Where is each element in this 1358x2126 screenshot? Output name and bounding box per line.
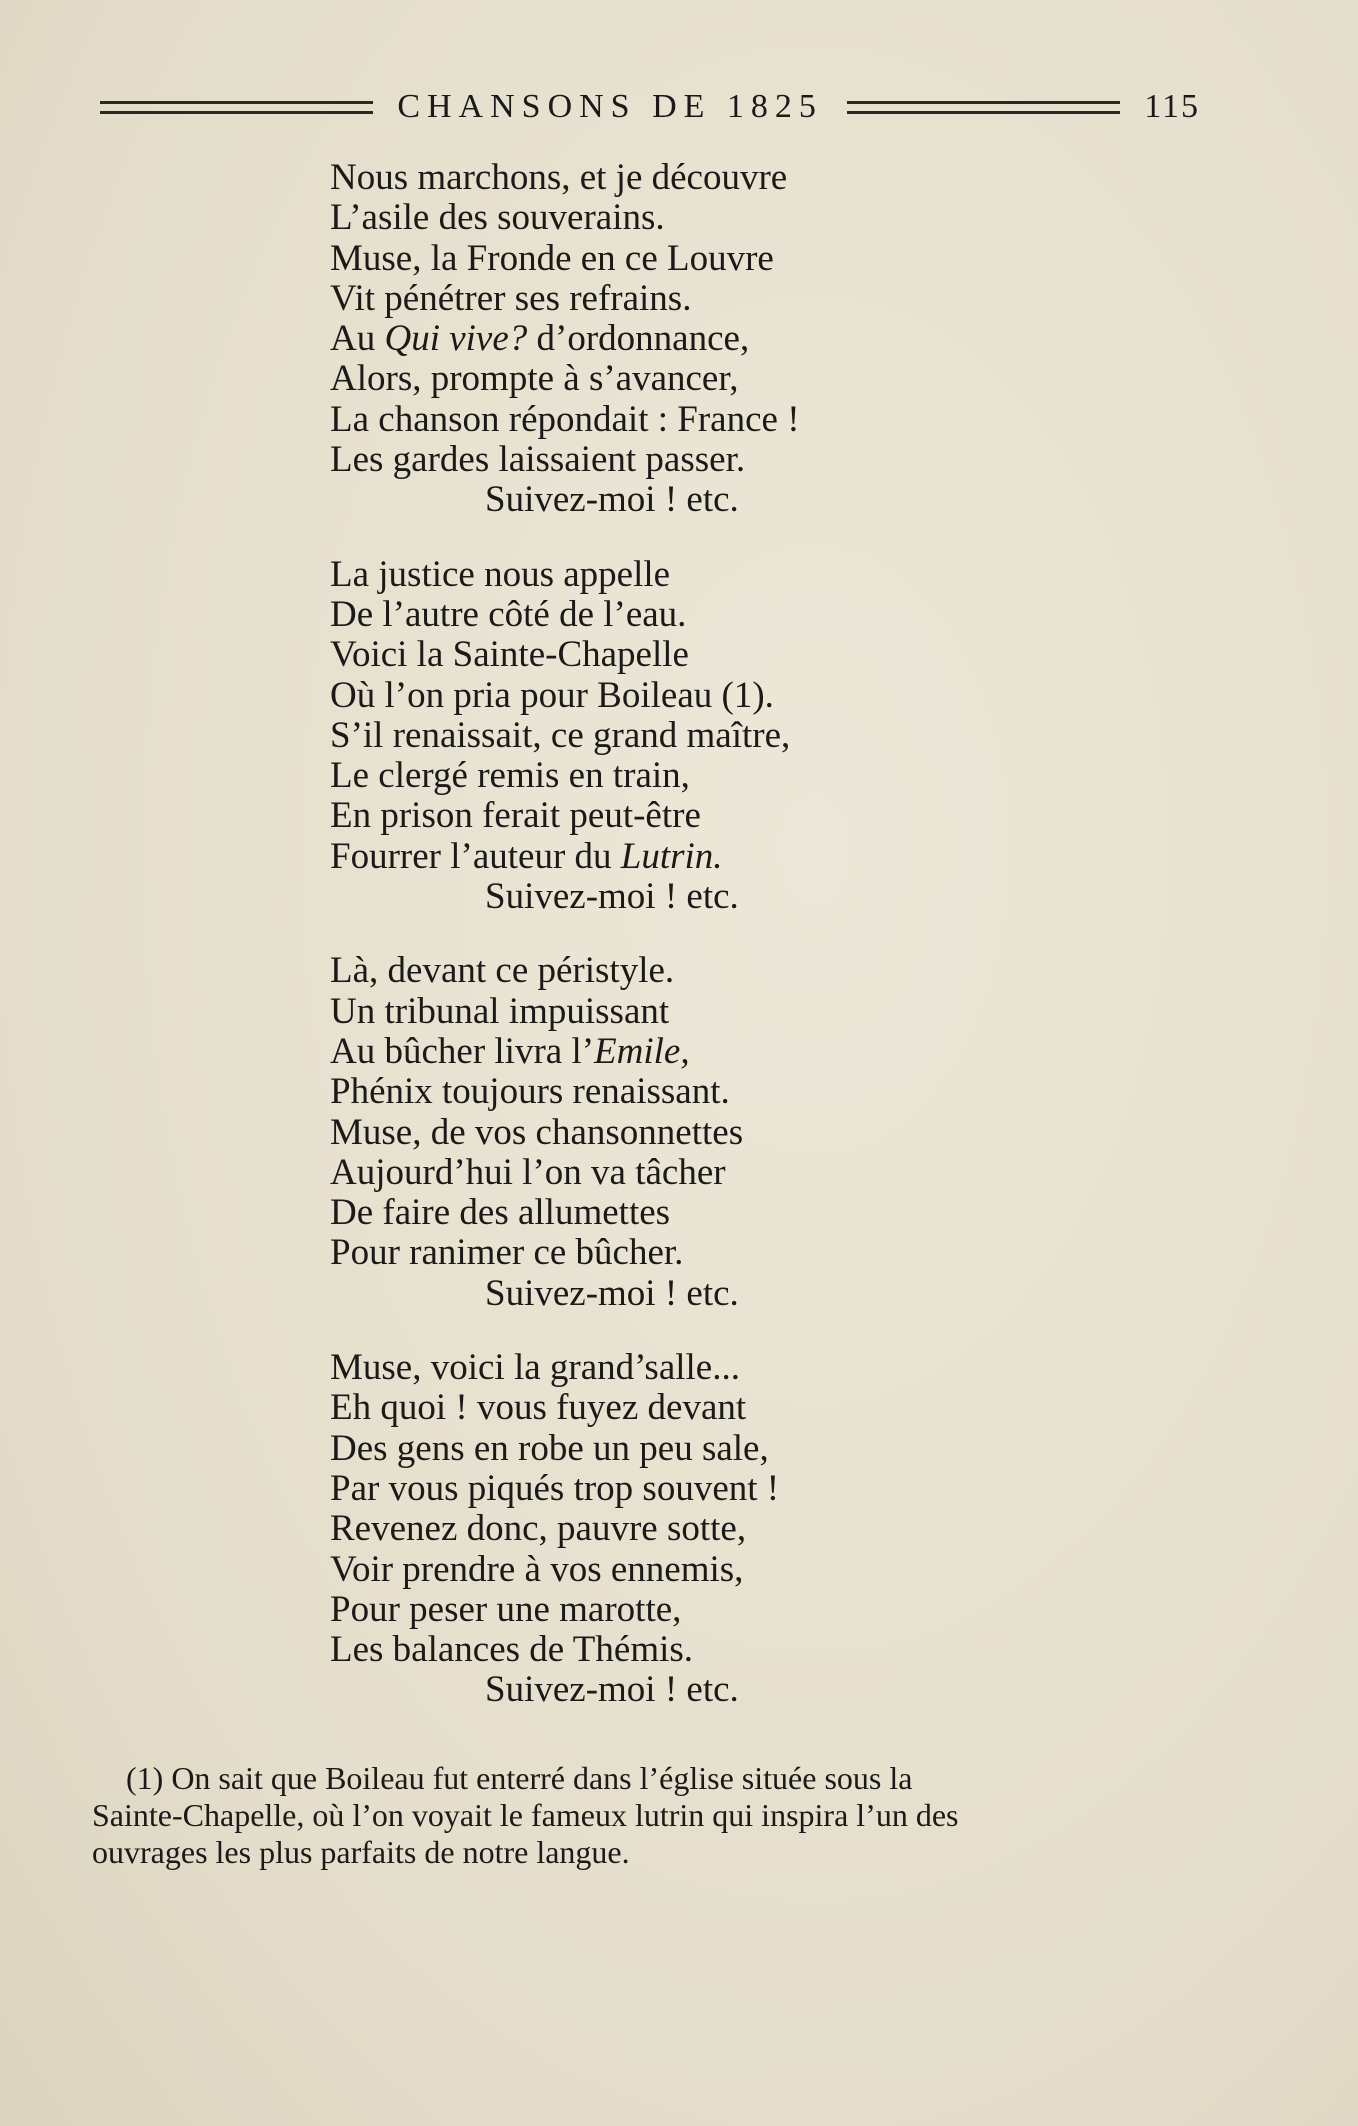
refrain: Suivez-moi ! etc. [485,1669,739,1711]
verse-line [330,837,1030,877]
verse-text: d’ordonnance, [527,318,750,360]
verse-text: Au bûcher livra l’ [330,1030,595,1072]
footnote [92,1760,1192,1871]
italic-title: Lutrin. [620,835,723,877]
verse-text: Fourrer l’auteur du [330,835,621,877]
verse-line: L’asile des souverains. [330,197,665,239]
italic-title: Emile, [594,1030,690,1072]
stanza [330,1348,1030,1711]
verse-line: Pour peser une marotte, [330,1588,682,1630]
footnote-line: (1) On sait que Boileau fut enterré dans l’église située sous la [126,1760,913,1796]
verse-line: Alors, prompte à s’avancer, [330,358,739,400]
verse-line: Phénix toujours renaissant. [330,1071,730,1113]
verse-line: Muse, voici la grand’salle... [330,1347,740,1389]
footnote-line: ouvrages les plus parfaits de notre langue. [92,1834,630,1870]
poem [330,158,1030,1745]
verse-line: La chanson répondait : France ! [330,398,800,440]
stanza [330,951,1030,1314]
verse-line: Des gens en robe un peu sale, [330,1427,769,1469]
verse-line: Revenez donc, pauvre sotte, [330,1508,747,1550]
running-header [100,82,1200,132]
refrain: Suivez-moi ! etc. [485,1272,739,1314]
verse-line: En prison ferait peut-être [330,795,701,837]
header-rule-right [847,101,1120,114]
verse-line: Voir prendre à vos ennemis, [330,1548,744,1590]
verse-line: Par vous piqués trop souvent ! [330,1467,780,1509]
italic-title: Qui vive? [384,318,528,360]
verse-line [330,319,1030,359]
verse-line: Nous marchons, et je découvre [330,157,788,198]
verse-line: La justice nous appelle [330,553,671,595]
verse-line: Vit pénétrer ses refrains. [330,277,692,319]
verse-line: Là, devant ce péristyle. [330,950,675,992]
stanza [330,158,1030,521]
verse-line: Muse, de vos chansonnettes [330,1111,744,1153]
verse-line: Un tribunal impuissant [330,990,670,1032]
verse-line: Où l’on pria pour Boileau (1). [330,674,774,716]
verse-line: Eh quoi ! vous fuyez devant [330,1387,747,1429]
verse-line: Voici la Sainte-Chapelle [330,634,689,676]
verse-line: De l’autre côté de l’eau. [330,593,687,635]
verse-line: Aujourd’hui l’on va tâcher [330,1151,726,1193]
page-number: 115 [1144,88,1200,125]
refrain: Suivez-moi ! etc. [485,876,739,918]
refrain: Suivez-moi ! etc. [485,479,739,521]
verse-line: Les gardes laissaient passer. [330,439,746,481]
verse-line: S’il renaissait, ce grand maître, [330,714,791,756]
verse-line [330,1032,1030,1072]
verse-line: Muse, la Fronde en ce Louvre [330,237,774,279]
footnote-line: Sainte-Chapelle, où l’on voyait le fameux lutrin qui inspira l’un des [92,1797,959,1833]
verse-text: Au [330,318,385,360]
header-rule-left [100,101,373,114]
verse-line: Le clergé remis en train, [330,755,690,797]
verse-line: Pour ranimer ce bûcher. [330,1232,684,1274]
verse-line: De faire des allumettes [330,1192,671,1234]
stanza [330,555,1030,918]
verse-line: Les balances de Thémis. [330,1629,694,1671]
running-title: CHANSONS DE 1825 [397,88,823,125]
